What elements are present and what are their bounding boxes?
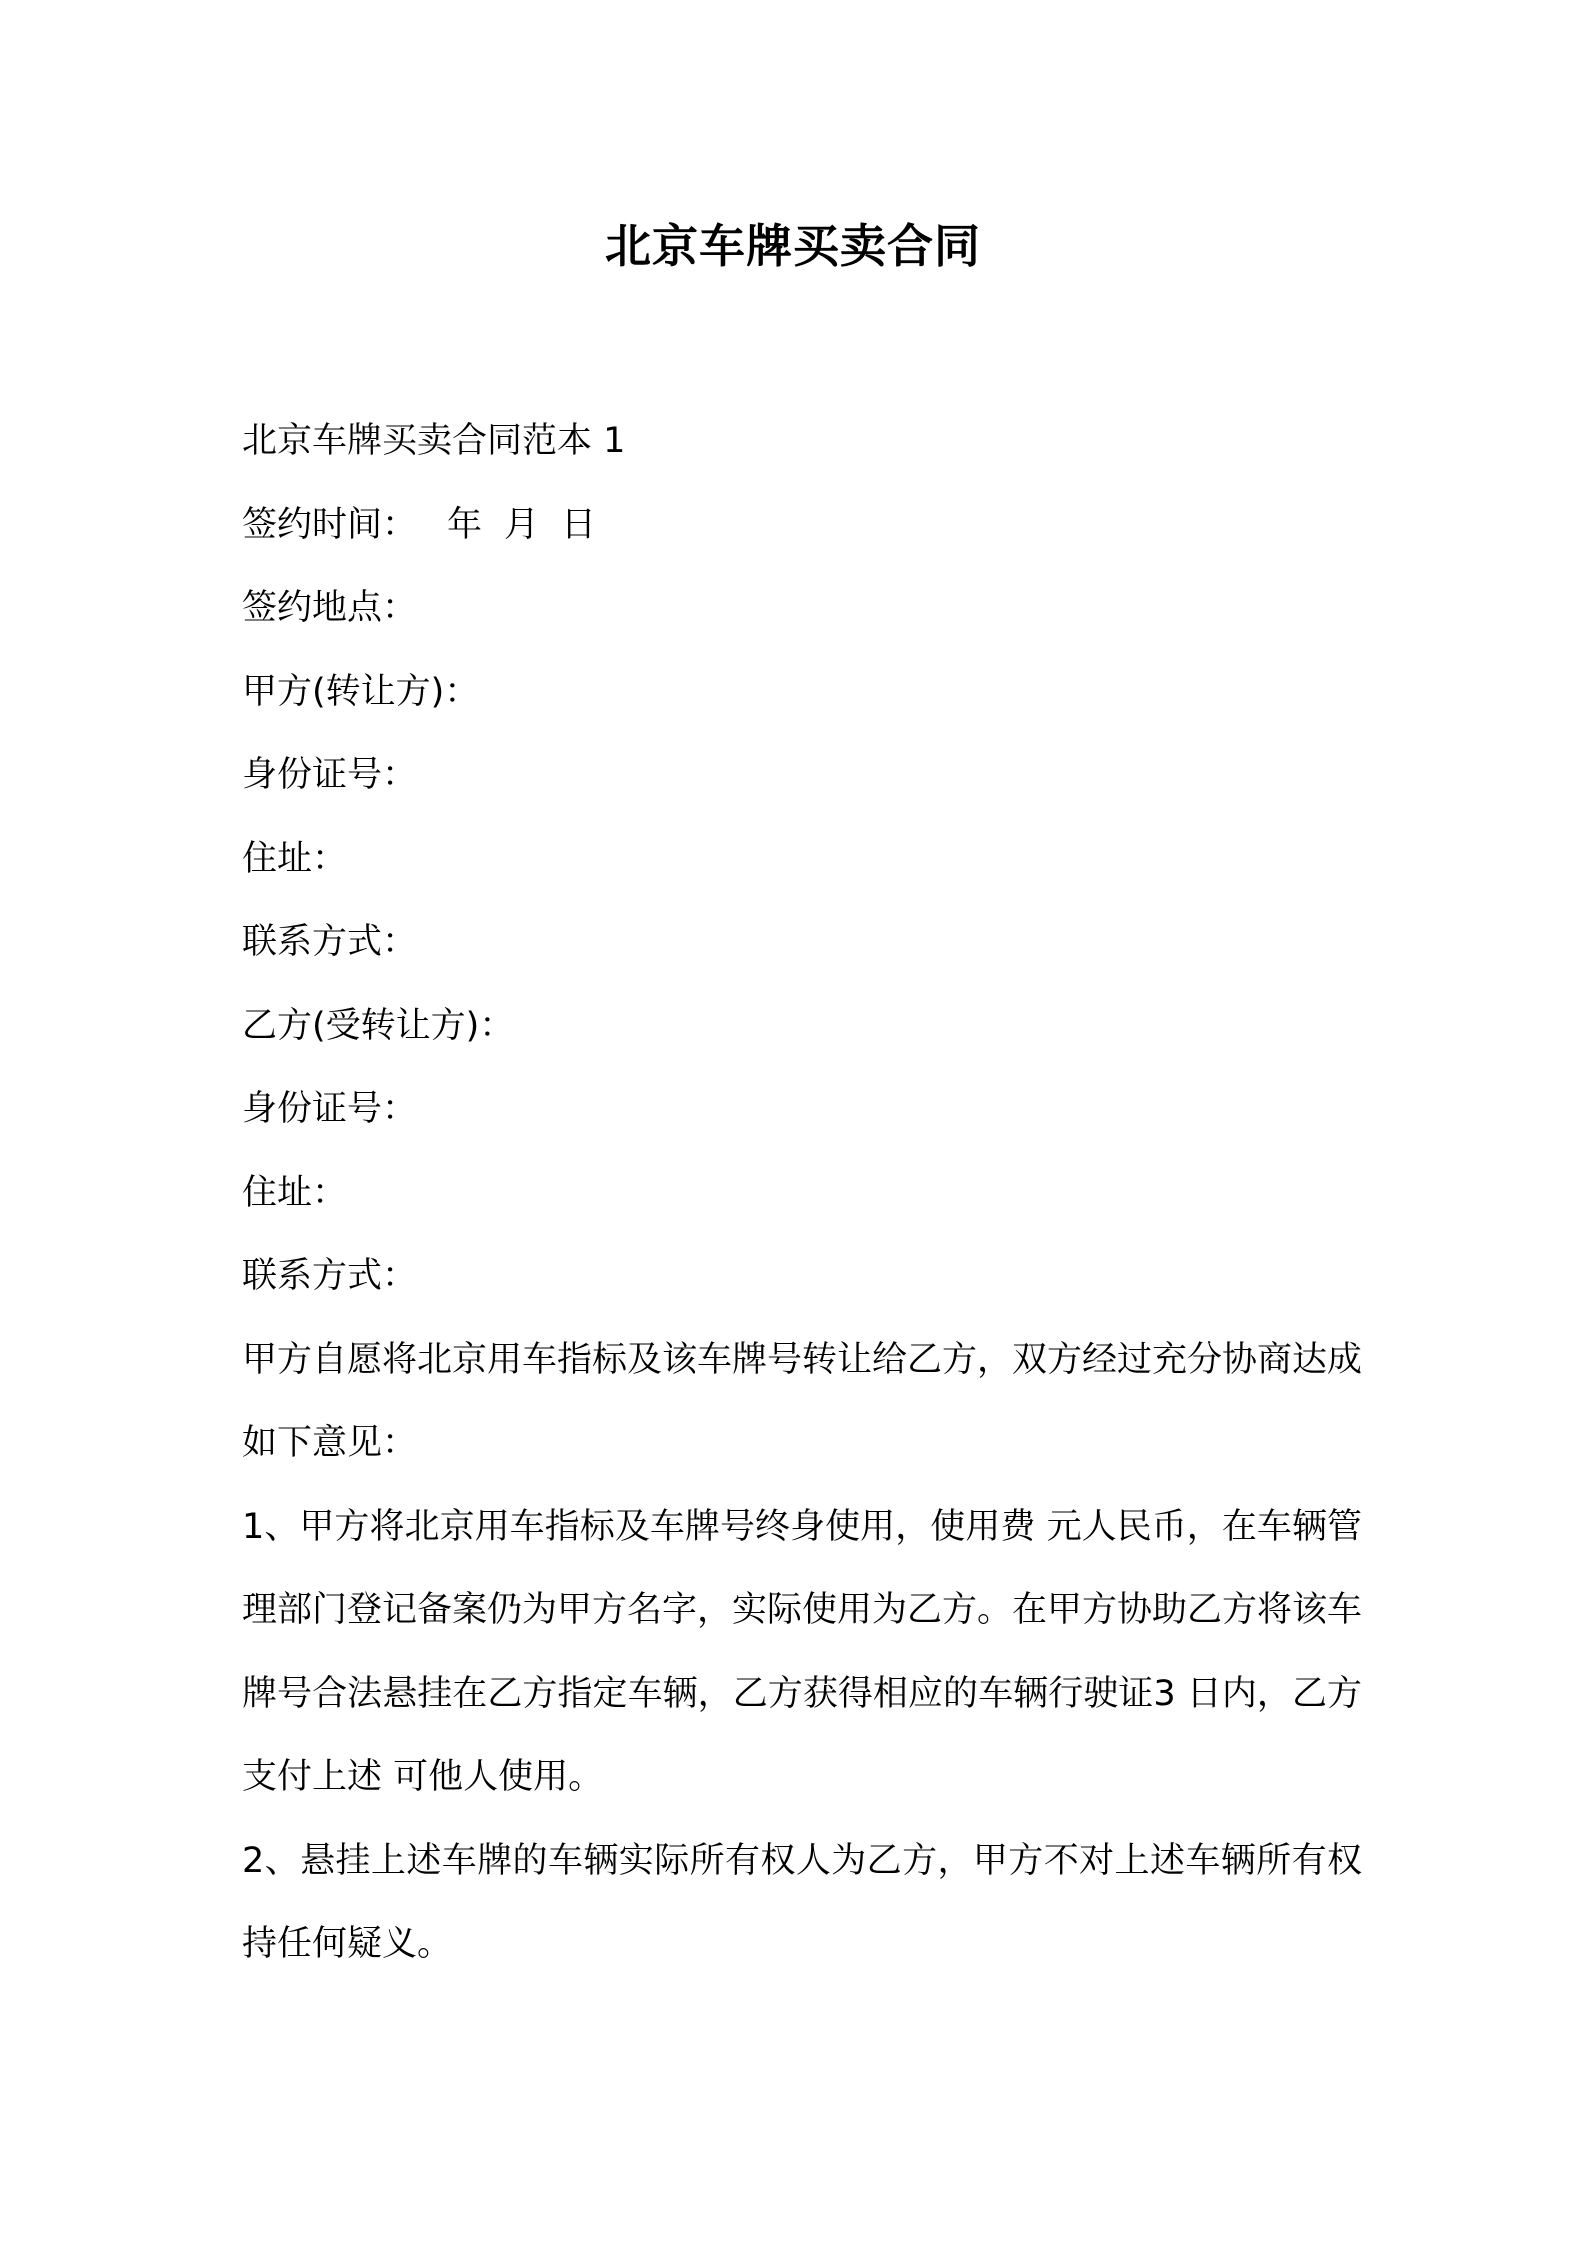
sign-time-year: 年 xyxy=(447,504,483,545)
party-b-id-label: 身份证号： xyxy=(242,1089,418,1129)
intro-paragraph: 甲方自愿将北京用车指标及该车牌号转让给乙方，双方经过充分协商达成如下意见： xyxy=(242,1339,1363,1463)
party-a-label: 甲方(转让方)： xyxy=(242,671,480,712)
contract-subtitle: 北京车牌买卖合同范本 1 xyxy=(242,421,626,461)
party-b-address-label: 住址： xyxy=(242,1172,348,1213)
party-a-contact-label: 联系方式： xyxy=(242,922,418,962)
party-a-id-label: 身份证号： xyxy=(242,755,418,795)
party-a-address-label: 住址： xyxy=(242,838,348,879)
sign-time-label: 签约时间： xyxy=(242,504,418,545)
sign-place-label: 签约地点： xyxy=(242,588,418,628)
clause-2-paragraph: 2、悬挂上述车牌的车辆实际所有权人为乙方，甲方不对上述车辆所有权持任何疑义。 xyxy=(242,1840,1362,1964)
party-b-contact-label: 联系方式： xyxy=(242,1256,418,1296)
sign-time-month: 月 xyxy=(504,504,540,545)
sign-time-day: 日 xyxy=(561,504,597,545)
clause-1-paragraph: 1、甲方将北京用车指标及车牌号终身使用，使用费 元人民币，在车辆管理部门登记备案仍为甲方名字，实际使用为乙方。在甲方协助乙方将该车牌号合法悬挂在乙方指定车辆，乙方获得相应的车辆行驶证3 日内，乙方支付上述 可他人使用。 xyxy=(242,1506,1363,1797)
sign-time-line xyxy=(242,484,1362,568)
document-title: 北京车牌买卖合同 xyxy=(605,219,981,273)
party-b-label: 乙方(受转让方)： xyxy=(242,1005,515,1046)
document-body xyxy=(242,400,1362,1987)
